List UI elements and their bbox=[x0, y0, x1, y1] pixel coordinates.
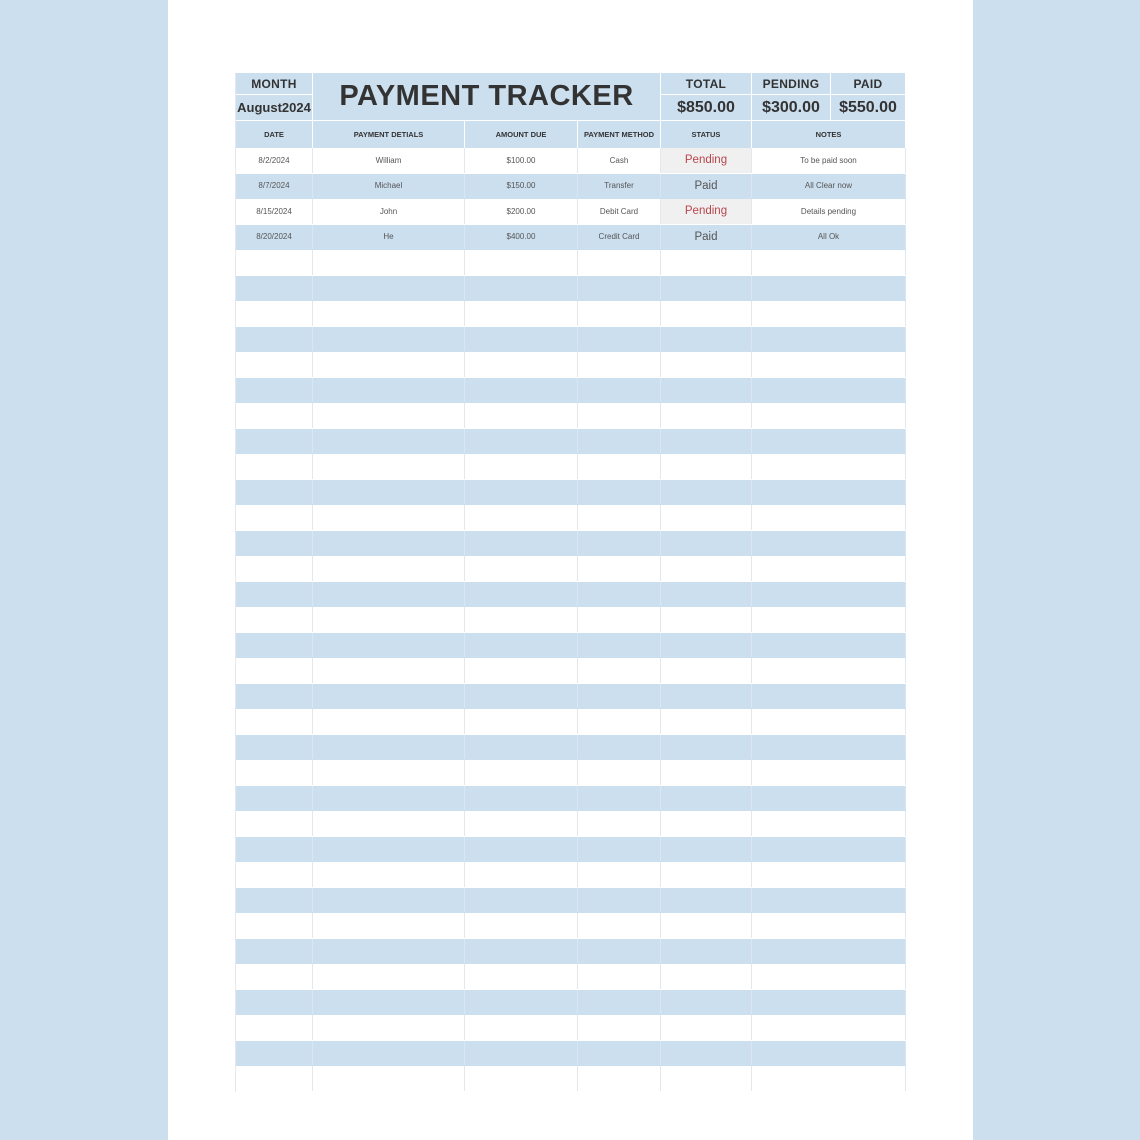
table-row bbox=[236, 837, 906, 863]
cell-method[interactable] bbox=[578, 403, 661, 428]
cell-amount[interactable] bbox=[465, 709, 578, 734]
cell-details[interactable] bbox=[313, 837, 465, 862]
cell-details[interactable] bbox=[313, 505, 465, 530]
cell-amount[interactable] bbox=[465, 556, 578, 581]
cell-details[interactable]: Michael bbox=[313, 174, 465, 199]
cell-details[interactable]: He bbox=[313, 225, 465, 250]
cell-date[interactable] bbox=[236, 837, 313, 862]
cell-notes[interactable] bbox=[752, 429, 906, 454]
cell-date[interactable] bbox=[236, 990, 313, 1015]
table-row bbox=[236, 786, 906, 812]
total-label: TOTAL bbox=[661, 73, 752, 95]
cell-notes[interactable] bbox=[752, 913, 906, 938]
cell-notes[interactable] bbox=[752, 939, 906, 964]
cell-amount[interactable] bbox=[465, 1015, 578, 1040]
cell-amount[interactable] bbox=[465, 735, 578, 760]
cell-details[interactable] bbox=[313, 658, 465, 683]
table-row bbox=[236, 301, 906, 327]
cell-details[interactable] bbox=[313, 862, 465, 887]
cell-status[interactable]: Pending bbox=[661, 199, 752, 224]
cell-date[interactable] bbox=[236, 888, 313, 913]
paid-value: $550.00 bbox=[831, 95, 906, 121]
cell-date[interactable] bbox=[236, 1015, 313, 1040]
cell-method[interactable] bbox=[578, 862, 661, 887]
cell-notes[interactable] bbox=[752, 964, 906, 989]
cell-notes[interactable] bbox=[752, 403, 906, 428]
cell-method[interactable] bbox=[578, 1015, 661, 1040]
cell-method[interactable] bbox=[578, 301, 661, 326]
cell-amount[interactable]: $150.00 bbox=[465, 174, 578, 199]
cell-amount[interactable] bbox=[465, 939, 578, 964]
cell-notes[interactable] bbox=[752, 888, 906, 913]
cell-details[interactable] bbox=[313, 913, 465, 938]
cell-method[interactable]: Debit Card bbox=[578, 199, 661, 224]
cell-details[interactable]: John bbox=[313, 199, 465, 224]
cell-amount[interactable] bbox=[465, 378, 578, 403]
cell-status[interactable] bbox=[661, 837, 752, 862]
cell-details[interactable] bbox=[313, 301, 465, 326]
cell-status[interactable] bbox=[661, 760, 752, 785]
table-row bbox=[236, 403, 906, 429]
table-row bbox=[236, 531, 906, 557]
cell-amount[interactable] bbox=[465, 454, 578, 479]
cell-amount[interactable] bbox=[465, 964, 578, 989]
cell-status[interactable] bbox=[661, 429, 752, 454]
table-row bbox=[236, 582, 906, 608]
cell-date[interactable] bbox=[236, 786, 313, 811]
cell-notes[interactable]: To be paid soon bbox=[752, 148, 906, 173]
cell-date[interactable] bbox=[236, 607, 313, 632]
cell-notes[interactable]: All Ok bbox=[752, 225, 906, 250]
cell-amount[interactable] bbox=[465, 582, 578, 607]
table-row bbox=[236, 964, 906, 990]
cell-date[interactable] bbox=[236, 760, 313, 785]
cell-amount[interactable] bbox=[465, 1066, 578, 1091]
cell-notes[interactable] bbox=[752, 735, 906, 760]
cell-method[interactable]: Cash bbox=[578, 148, 661, 173]
cell-method[interactable] bbox=[578, 888, 661, 913]
cell-date[interactable] bbox=[236, 913, 313, 938]
cell-amount[interactable] bbox=[465, 607, 578, 632]
pending-value: $300.00 bbox=[752, 95, 831, 121]
column-header-method: PAYMENT METHOD bbox=[578, 121, 661, 148]
cell-notes[interactable] bbox=[752, 1015, 906, 1040]
table-body bbox=[236, 148, 906, 1092]
cell-amount[interactable] bbox=[465, 913, 578, 938]
cell-method[interactable] bbox=[578, 480, 661, 505]
cell-status[interactable]: Paid bbox=[661, 225, 752, 250]
table-row bbox=[236, 811, 906, 837]
month-value[interactable]: August2024 bbox=[236, 95, 313, 121]
cell-method[interactable] bbox=[578, 378, 661, 403]
cell-amount[interactable] bbox=[465, 837, 578, 862]
cell-amount[interactable] bbox=[465, 760, 578, 785]
cell-status[interactable]: Pending bbox=[661, 148, 752, 173]
cell-method[interactable] bbox=[578, 658, 661, 683]
column-header-date: DATE bbox=[236, 121, 313, 148]
cell-status[interactable] bbox=[661, 1041, 752, 1066]
cell-method[interactable] bbox=[578, 811, 661, 836]
table-row bbox=[236, 480, 906, 506]
cell-details[interactable] bbox=[313, 786, 465, 811]
table-row bbox=[236, 429, 906, 455]
cell-status[interactable] bbox=[661, 403, 752, 428]
table-row bbox=[236, 556, 906, 582]
cell-details[interactable] bbox=[313, 607, 465, 632]
table-row bbox=[236, 1015, 906, 1041]
cell-date[interactable]: 8/7/2024 bbox=[236, 174, 313, 199]
cell-notes[interactable] bbox=[752, 505, 906, 530]
table-row bbox=[236, 735, 906, 761]
cell-method[interactable] bbox=[578, 505, 661, 530]
cell-date[interactable] bbox=[236, 352, 313, 377]
cell-notes[interactable] bbox=[752, 786, 906, 811]
table-row bbox=[236, 1066, 906, 1092]
cell-notes[interactable] bbox=[752, 352, 906, 377]
cell-date[interactable] bbox=[236, 531, 313, 556]
cell-status[interactable]: Paid bbox=[661, 174, 752, 199]
cell-method[interactable] bbox=[578, 556, 661, 581]
cell-notes[interactable] bbox=[752, 862, 906, 887]
cell-date[interactable] bbox=[236, 1066, 313, 1091]
cell-details[interactable] bbox=[313, 250, 465, 275]
cell-status[interactable] bbox=[661, 735, 752, 760]
cell-date[interactable] bbox=[236, 633, 313, 658]
cell-status[interactable] bbox=[661, 633, 752, 658]
table-row bbox=[236, 684, 906, 710]
cell-method[interactable] bbox=[578, 429, 661, 454]
cell-notes[interactable] bbox=[752, 582, 906, 607]
cell-details[interactable] bbox=[313, 1066, 465, 1091]
cell-amount[interactable]: $200.00 bbox=[465, 199, 578, 224]
column-header-status: STATUS bbox=[661, 121, 752, 148]
pending-label: PENDING bbox=[752, 73, 831, 95]
cell-amount[interactable] bbox=[465, 505, 578, 530]
cell-details[interactable] bbox=[313, 1041, 465, 1066]
cell-details[interactable] bbox=[313, 939, 465, 964]
cell-amount[interactable]: $400.00 bbox=[465, 225, 578, 250]
cell-status[interactable] bbox=[661, 990, 752, 1015]
cell-status[interactable] bbox=[661, 531, 752, 556]
cell-date[interactable] bbox=[236, 429, 313, 454]
cell-notes[interactable] bbox=[752, 301, 906, 326]
cell-details[interactable] bbox=[313, 352, 465, 377]
column-header-details: PAYMENT DETIALS bbox=[313, 121, 465, 148]
table-row bbox=[236, 888, 906, 914]
cell-notes[interactable] bbox=[752, 760, 906, 785]
cell-method[interactable] bbox=[578, 276, 661, 301]
cell-details[interactable] bbox=[313, 888, 465, 913]
cell-status[interactable] bbox=[661, 378, 752, 403]
cell-date[interactable] bbox=[236, 582, 313, 607]
cell-status[interactable] bbox=[661, 250, 752, 275]
cell-notes[interactable] bbox=[752, 531, 906, 556]
cell-status[interactable] bbox=[661, 454, 752, 479]
table-row bbox=[236, 378, 906, 404]
table-row bbox=[236, 1041, 906, 1067]
cell-notes[interactable] bbox=[752, 990, 906, 1015]
tracker-header bbox=[236, 73, 906, 121]
table-row bbox=[236, 913, 906, 939]
cell-details[interactable] bbox=[313, 964, 465, 989]
cell-method[interactable] bbox=[578, 735, 661, 760]
cell-date[interactable] bbox=[236, 327, 313, 352]
cell-status[interactable] bbox=[661, 964, 752, 989]
cell-method[interactable] bbox=[578, 531, 661, 556]
cell-date[interactable] bbox=[236, 276, 313, 301]
cell-amount[interactable] bbox=[465, 862, 578, 887]
cell-date[interactable] bbox=[236, 811, 313, 836]
cell-date[interactable]: 8/2/2024 bbox=[236, 148, 313, 173]
page-title: PAYMENT TRACKER bbox=[313, 73, 661, 121]
table-row bbox=[236, 327, 906, 353]
cell-date[interactable] bbox=[236, 403, 313, 428]
cell-date[interactable] bbox=[236, 939, 313, 964]
cell-amount[interactable] bbox=[465, 786, 578, 811]
cell-method[interactable] bbox=[578, 913, 661, 938]
cell-date[interactable] bbox=[236, 862, 313, 887]
cell-details[interactable] bbox=[313, 429, 465, 454]
cell-method[interactable] bbox=[578, 582, 661, 607]
total-value: $850.00 bbox=[661, 95, 752, 121]
cell-date[interactable]: 8/15/2024 bbox=[236, 199, 313, 224]
cell-details[interactable] bbox=[313, 480, 465, 505]
cell-method[interactable] bbox=[578, 939, 661, 964]
cell-notes[interactable] bbox=[752, 454, 906, 479]
cell-notes[interactable] bbox=[752, 811, 906, 836]
table-row bbox=[236, 454, 906, 480]
cell-notes[interactable]: All Clear now bbox=[752, 174, 906, 199]
cell-notes[interactable] bbox=[752, 1041, 906, 1066]
cell-details[interactable] bbox=[313, 735, 465, 760]
cell-date[interactable] bbox=[236, 709, 313, 734]
table-row bbox=[236, 199, 906, 225]
cell-status[interactable] bbox=[661, 709, 752, 734]
cell-amount[interactable] bbox=[465, 429, 578, 454]
cell-notes[interactable] bbox=[752, 1066, 906, 1091]
cell-status[interactable] bbox=[661, 607, 752, 632]
cell-notes[interactable] bbox=[752, 378, 906, 403]
cell-method[interactable]: Credit Card bbox=[578, 225, 661, 250]
cell-details[interactable] bbox=[313, 709, 465, 734]
cell-amount[interactable] bbox=[465, 327, 578, 352]
cell-date[interactable] bbox=[236, 250, 313, 275]
cell-amount[interactable] bbox=[465, 301, 578, 326]
cell-notes[interactable] bbox=[752, 327, 906, 352]
cell-date[interactable] bbox=[236, 505, 313, 530]
cell-notes[interactable] bbox=[752, 250, 906, 275]
table-row bbox=[236, 250, 906, 276]
cell-status[interactable] bbox=[661, 1066, 752, 1091]
cell-details[interactable] bbox=[313, 556, 465, 581]
table-row bbox=[236, 174, 906, 200]
cell-status[interactable] bbox=[661, 658, 752, 683]
cell-date[interactable] bbox=[236, 378, 313, 403]
table-row bbox=[236, 276, 906, 302]
cell-notes[interactable] bbox=[752, 658, 906, 683]
cell-method[interactable] bbox=[578, 1066, 661, 1091]
cell-amount[interactable] bbox=[465, 276, 578, 301]
cell-notes[interactable] bbox=[752, 684, 906, 709]
cell-status[interactable] bbox=[661, 811, 752, 836]
cell-notes[interactable] bbox=[752, 709, 906, 734]
cell-amount[interactable] bbox=[465, 633, 578, 658]
table-row bbox=[236, 939, 906, 965]
cell-status[interactable] bbox=[661, 913, 752, 938]
cell-details[interactable] bbox=[313, 633, 465, 658]
cell-status[interactable] bbox=[661, 480, 752, 505]
cell-details[interactable] bbox=[313, 582, 465, 607]
month-label: MONTH bbox=[236, 73, 313, 95]
cell-status[interactable] bbox=[661, 352, 752, 377]
cell-method[interactable] bbox=[578, 607, 661, 632]
cell-status[interactable] bbox=[661, 684, 752, 709]
cell-notes[interactable] bbox=[752, 556, 906, 581]
cell-details[interactable] bbox=[313, 454, 465, 479]
cell-amount[interactable] bbox=[465, 684, 578, 709]
cell-status[interactable] bbox=[661, 582, 752, 607]
cell-notes[interactable] bbox=[752, 276, 906, 301]
cell-status[interactable] bbox=[661, 327, 752, 352]
cell-details[interactable] bbox=[313, 990, 465, 1015]
cell-method[interactable] bbox=[578, 990, 661, 1015]
table-row bbox=[236, 148, 906, 174]
table-row bbox=[236, 225, 906, 251]
table-row bbox=[236, 760, 906, 786]
cell-date[interactable] bbox=[236, 454, 313, 479]
cell-method[interactable] bbox=[578, 709, 661, 734]
column-header-row bbox=[236, 121, 906, 148]
cell-method[interactable]: Transfer bbox=[578, 174, 661, 199]
table-row bbox=[236, 658, 906, 684]
cell-notes[interactable] bbox=[752, 607, 906, 632]
paid-label: PAID bbox=[831, 73, 906, 95]
cell-method[interactable] bbox=[578, 760, 661, 785]
cell-details[interactable] bbox=[313, 276, 465, 301]
table-row bbox=[236, 709, 906, 735]
table-row bbox=[236, 352, 906, 378]
cell-details[interactable]: William bbox=[313, 148, 465, 173]
cell-date[interactable] bbox=[236, 480, 313, 505]
cell-details[interactable] bbox=[313, 327, 465, 352]
cell-details[interactable] bbox=[313, 1015, 465, 1040]
cell-amount[interactable] bbox=[465, 403, 578, 428]
cell-amount[interactable] bbox=[465, 480, 578, 505]
cell-details[interactable] bbox=[313, 684, 465, 709]
payment-tracker-sheet bbox=[235, 73, 906, 1092]
cell-date[interactable] bbox=[236, 684, 313, 709]
cell-status[interactable] bbox=[661, 556, 752, 581]
cell-date[interactable] bbox=[236, 735, 313, 760]
cell-notes[interactable] bbox=[752, 837, 906, 862]
column-header-amount: AMOUNT DUE bbox=[465, 121, 578, 148]
cell-amount[interactable] bbox=[465, 531, 578, 556]
cell-amount[interactable] bbox=[465, 888, 578, 913]
column-header-notes: NOTES bbox=[752, 121, 906, 148]
cell-status[interactable] bbox=[661, 276, 752, 301]
cell-details[interactable] bbox=[313, 760, 465, 785]
cell-date[interactable] bbox=[236, 556, 313, 581]
cell-details[interactable] bbox=[313, 531, 465, 556]
cell-details[interactable] bbox=[313, 403, 465, 428]
cell-amount[interactable] bbox=[465, 658, 578, 683]
cell-amount[interactable] bbox=[465, 250, 578, 275]
cell-method[interactable] bbox=[578, 352, 661, 377]
cell-notes[interactable] bbox=[752, 633, 906, 658]
cell-amount[interactable] bbox=[465, 811, 578, 836]
table-row bbox=[236, 607, 906, 633]
cell-amount[interactable] bbox=[465, 1041, 578, 1066]
cell-date[interactable] bbox=[236, 658, 313, 683]
cell-date[interactable] bbox=[236, 301, 313, 326]
cell-amount[interactable] bbox=[465, 990, 578, 1015]
table-row bbox=[236, 990, 906, 1016]
cell-status[interactable] bbox=[661, 505, 752, 530]
cell-amount[interactable]: $100.00 bbox=[465, 148, 578, 173]
cell-method[interactable] bbox=[578, 964, 661, 989]
cell-details[interactable] bbox=[313, 811, 465, 836]
table-row bbox=[236, 633, 906, 659]
cell-status[interactable] bbox=[661, 301, 752, 326]
cell-status[interactable] bbox=[661, 888, 752, 913]
cell-notes[interactable] bbox=[752, 480, 906, 505]
cell-date[interactable] bbox=[236, 964, 313, 989]
cell-status[interactable] bbox=[661, 862, 752, 887]
table-row bbox=[236, 505, 906, 531]
cell-method[interactable] bbox=[578, 633, 661, 658]
cell-method[interactable] bbox=[578, 327, 661, 352]
cell-amount[interactable] bbox=[465, 352, 578, 377]
cell-status[interactable] bbox=[661, 1015, 752, 1040]
cell-notes[interactable]: Details pending bbox=[752, 199, 906, 224]
cell-method[interactable] bbox=[578, 786, 661, 811]
cell-method[interactable] bbox=[578, 454, 661, 479]
cell-date[interactable]: 8/20/2024 bbox=[236, 225, 313, 250]
table-row bbox=[236, 862, 906, 888]
cell-status[interactable] bbox=[661, 939, 752, 964]
cell-method[interactable] bbox=[578, 1041, 661, 1066]
cell-method[interactable] bbox=[578, 837, 661, 862]
cell-method[interactable] bbox=[578, 684, 661, 709]
cell-details[interactable] bbox=[313, 378, 465, 403]
cell-status[interactable] bbox=[661, 786, 752, 811]
cell-method[interactable] bbox=[578, 250, 661, 275]
cell-date[interactable] bbox=[236, 1041, 313, 1066]
